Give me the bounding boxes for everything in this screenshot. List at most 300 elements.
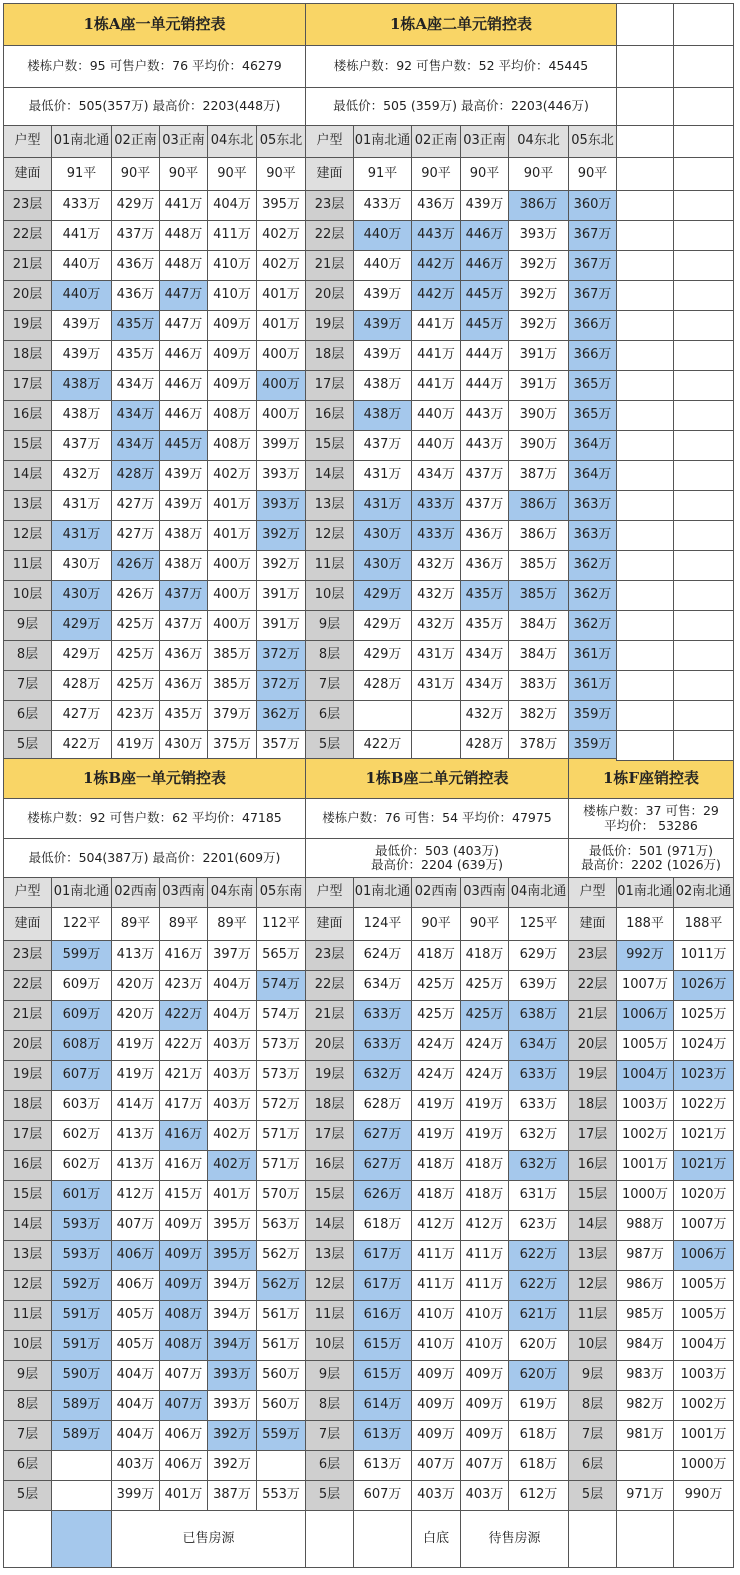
floor-label: 7层: [3, 1420, 52, 1451]
unit-cell: 427万: [111, 490, 160, 521]
unit-cell: 439万: [159, 490, 208, 521]
unit-cell: 392万: [508, 310, 569, 341]
unit-cell: 446万: [159, 340, 208, 371]
floor-label: 22层: [568, 970, 617, 1001]
floor-label: 6层: [568, 1450, 617, 1481]
row-label-type: 户型: [568, 877, 617, 908]
unit-cell: 434万: [460, 670, 509, 701]
floor-label: 14层: [305, 1210, 354, 1241]
unit-cell: [411, 700, 461, 731]
unit-cell: 447万: [159, 310, 208, 341]
unit-cell-sold: 363万: [568, 490, 617, 521]
floor-label: 6层: [305, 1450, 354, 1481]
unit-cell: 418万: [460, 1180, 509, 1211]
unit-cell-sold: 591万: [51, 1300, 112, 1331]
unit-cell: 571万: [256, 1120, 306, 1151]
empty-grid-cell: [616, 157, 674, 191]
floor-label: 13层: [305, 1240, 354, 1271]
unit-cell: [51, 1450, 112, 1481]
unit-cell: 429万: [111, 190, 160, 221]
unit-cell: 379万: [207, 700, 257, 731]
unit-cell-sold: 394万: [207, 1330, 257, 1361]
floor-label: 11层: [3, 550, 52, 581]
unit-type-header: 02正南: [411, 125, 461, 158]
unit-cell-sold: 431万: [51, 520, 112, 551]
empty-grid-cell: [673, 125, 734, 158]
floor-label: 11层: [568, 1300, 617, 1331]
floor-label: 12层: [568, 1270, 617, 1301]
unit-type-header: 03正南: [159, 125, 208, 158]
unit-cell: 387万: [508, 460, 569, 491]
unit-cell-sold: 592万: [51, 1270, 112, 1301]
empty-grid-cell: [673, 157, 734, 191]
unit-cell: 383万: [508, 670, 569, 701]
unit-cell-sold: 361万: [568, 640, 617, 671]
empty-grid-cell: [616, 610, 674, 641]
floor-label: 5层: [568, 1480, 617, 1511]
unit-area-header: 90平: [207, 157, 257, 191]
unit-cell: 410万: [207, 280, 257, 311]
unit-cell: 437万: [159, 610, 208, 641]
empty-grid-cell: [616, 490, 674, 521]
unit-cell: 410万: [460, 1330, 509, 1361]
table-info-stock: 楼栋户数：76 可售：54 平均价：47975: [305, 798, 569, 839]
empty-grid-cell: [673, 3, 734, 46]
unit-cell: 553万: [256, 1480, 306, 1511]
unit-cell: 439万: [460, 190, 509, 221]
unit-cell: 434万: [460, 640, 509, 671]
unit-area-header: 124平: [353, 907, 412, 941]
floor-label: 20层: [3, 280, 52, 311]
unit-cell: 620万: [508, 1330, 569, 1361]
unit-cell: 613万: [353, 1450, 412, 1481]
empty-grid-cell: [616, 550, 674, 581]
legend-cell: [305, 1510, 354, 1568]
unit-cell: 607万: [353, 1480, 412, 1511]
empty-grid-cell: [616, 280, 674, 311]
unit-cell-sold: 393万: [207, 1360, 257, 1391]
unit-cell-sold: 363万: [568, 520, 617, 551]
unit-type-header: 05东北: [256, 125, 306, 158]
unit-cell: 440万: [411, 400, 461, 431]
unit-cell: 1007万: [673, 1210, 734, 1241]
unit-cell: 411万: [460, 1270, 509, 1301]
unit-cell-sold: 431万: [353, 490, 412, 521]
unit-cell: 1000万: [673, 1450, 734, 1481]
unit-cell: 425万: [111, 640, 160, 671]
unit-cell: 411万: [207, 220, 257, 251]
unit-cell: 407万: [411, 1450, 461, 1481]
unit-cell: 983万: [616, 1360, 674, 1391]
floor-label: 13层: [568, 1240, 617, 1271]
empty-grid-cell: [616, 580, 674, 611]
floor-label: 6层: [3, 1450, 52, 1481]
unit-cell: 400万: [256, 340, 306, 371]
unit-cell: 444万: [460, 340, 509, 371]
unit-cell: 418万: [460, 1150, 509, 1181]
unit-cell: 357万: [256, 730, 306, 761]
unit-cell: [51, 1480, 112, 1511]
unit-cell-sold: 1026万: [673, 970, 734, 1001]
row-label-type: 户型: [3, 125, 52, 158]
unit-cell: 404万: [111, 1390, 160, 1421]
legend-cell: [3, 1510, 52, 1568]
empty-grid-cell: [616, 190, 674, 221]
unit-cell: 633万: [508, 1090, 569, 1121]
floor-label: 16层: [305, 1150, 354, 1181]
unit-cell: 440万: [411, 430, 461, 461]
floor-label: 12层: [305, 520, 354, 551]
floor-label: 5层: [305, 1480, 354, 1511]
unit-cell: 985万: [616, 1300, 674, 1331]
table-info-price-line-1: 最低价：501 (971万): [589, 842, 713, 858]
unit-cell: 433万: [51, 190, 112, 221]
unit-cell: 409万: [411, 1390, 461, 1421]
unit-cell: 448万: [159, 250, 208, 281]
unit-cell: 404万: [111, 1420, 160, 1451]
unit-cell-sold: 364万: [568, 430, 617, 461]
unit-cell: 424万: [411, 1030, 461, 1061]
unit-cell-sold: 440万: [353, 220, 412, 251]
unit-area-header: 89平: [159, 907, 208, 941]
legend-cell: [616, 1510, 674, 1568]
unit-cell-sold: 593万: [51, 1240, 112, 1271]
unit-cell: 416万: [159, 940, 208, 971]
unit-cell: 399万: [256, 430, 306, 461]
unit-cell-sold: 633万: [353, 1000, 412, 1031]
unit-cell: 436万: [159, 670, 208, 701]
unit-cell-sold: 409万: [159, 1240, 208, 1271]
unit-cell-sold: 392万: [256, 520, 306, 551]
unit-cell: 409万: [207, 340, 257, 371]
unit-cell: 412万: [111, 1180, 160, 1211]
unit-cell: 400万: [207, 610, 257, 641]
unit-cell: 439万: [353, 340, 412, 371]
floor-label: 17层: [568, 1120, 617, 1151]
floor-label: 14层: [3, 460, 52, 491]
unit-cell: 631万: [508, 1180, 569, 1211]
unit-cell: 402万: [207, 460, 257, 491]
floor-label: 18层: [3, 1090, 52, 1121]
unit-cell: 1005万: [673, 1270, 734, 1301]
unit-cell: [256, 1450, 306, 1481]
unit-cell: 393万: [256, 460, 306, 491]
floor-label: 13层: [305, 490, 354, 521]
floor-label: 15层: [305, 1180, 354, 1211]
unit-cell: 425万: [111, 670, 160, 701]
unit-cell-sold: 367万: [568, 280, 617, 311]
unit-cell-sold: 400万: [256, 370, 306, 401]
empty-grid-cell: [616, 87, 674, 126]
unit-cell: 409万: [207, 310, 257, 341]
unit-cell: 562万: [256, 1240, 306, 1271]
floor-label: 14层: [305, 460, 354, 491]
unit-area-header: 90平: [256, 157, 306, 191]
legend-cell: [568, 1510, 617, 1568]
unit-type-header: 02正南: [111, 125, 160, 158]
unit-cell: 413万: [111, 1120, 160, 1151]
unit-cell: 436万: [460, 550, 509, 581]
unit-cell-sold: 633万: [353, 1030, 412, 1061]
unit-cell-sold: 430万: [353, 520, 412, 551]
empty-grid-cell: [616, 430, 674, 461]
floor-label: 11层: [3, 1300, 52, 1331]
unit-area-header: 90平: [568, 157, 617, 191]
unit-cell: 431万: [51, 490, 112, 521]
unit-cell-sold: 439万: [353, 310, 412, 341]
unit-cell: 1022万: [673, 1090, 734, 1121]
floor-label: 20层: [305, 280, 354, 311]
unit-cell: 431万: [411, 640, 461, 671]
empty-grid-cell: [616, 3, 674, 46]
floor-label: 5层: [305, 730, 354, 761]
unit-cell: 395万: [207, 1210, 257, 1241]
unit-cell-sold: 362万: [568, 610, 617, 641]
unit-cell-sold: 433万: [411, 520, 461, 551]
empty-grid-cell: [673, 340, 734, 371]
unit-cell: 410万: [411, 1300, 461, 1331]
unit-cell: 1003万: [673, 1360, 734, 1391]
unit-cell: 418万: [411, 1150, 461, 1181]
unit-cell: 618万: [508, 1450, 569, 1481]
unit-cell: 639万: [508, 970, 569, 1001]
unit-area-header: 125平: [508, 907, 569, 941]
unit-cell: 437万: [460, 490, 509, 521]
unit-cell: 436万: [159, 640, 208, 671]
unit-cell: 403万: [411, 1480, 461, 1511]
unit-cell: 422万: [353, 730, 412, 761]
unit-cell: 623万: [508, 1210, 569, 1241]
unit-cell: 436万: [111, 280, 160, 311]
unit-cell-sold: 366万: [568, 340, 617, 371]
unit-cell: 434万: [411, 460, 461, 491]
floor-label: 9层: [3, 1360, 52, 1391]
floor-label: 12层: [3, 520, 52, 551]
unit-type-header: 01南北通: [616, 877, 674, 908]
unit-area-header: 90平: [508, 157, 569, 191]
unit-area-header: 89平: [111, 907, 160, 941]
unit-cell: 419万: [111, 730, 160, 761]
unit-cell: 401万: [207, 490, 257, 521]
unit-cell-sold: 422万: [159, 1000, 208, 1031]
unit-cell: 429万: [51, 640, 112, 671]
unit-cell: 419万: [411, 1120, 461, 1151]
floor-label: 13层: [3, 490, 52, 521]
unit-cell: 1004万: [673, 1330, 734, 1361]
unit-cell: 402万: [256, 220, 306, 251]
unit-cell: 403万: [460, 1480, 509, 1511]
unit-area-header: 89平: [207, 907, 257, 941]
unit-cell-sold: 386万: [508, 190, 569, 221]
unit-cell-sold: 367万: [568, 250, 617, 281]
unit-cell: 1001万: [616, 1150, 674, 1181]
unit-cell: 437万: [460, 460, 509, 491]
unit-cell: 414万: [111, 1090, 160, 1121]
unit-cell: 409万: [411, 1420, 461, 1451]
unit-cell: 385万: [508, 550, 569, 581]
unit-cell-sold: 589万: [51, 1390, 112, 1421]
unit-cell: 437万: [111, 220, 160, 251]
unit-cell-sold: 438万: [51, 370, 112, 401]
unit-cell-sold: 559万: [256, 1420, 306, 1451]
row-label-area: 建面: [568, 907, 617, 941]
unit-cell: 634万: [353, 970, 412, 1001]
floor-label: 21层: [3, 250, 52, 281]
empty-grid-cell: [616, 640, 674, 671]
unit-area-header: 122平: [51, 907, 112, 941]
unit-cell: 1021万: [673, 1120, 734, 1151]
unit-cell: 441万: [411, 340, 461, 371]
unit-cell: 428万: [51, 670, 112, 701]
unit-cell: 395万: [256, 190, 306, 221]
unit-cell-sold: 429万: [51, 610, 112, 641]
unit-cell: 618万: [353, 1210, 412, 1241]
unit-cell: 429万: [353, 610, 412, 641]
unit-cell: 401万: [256, 280, 306, 311]
floor-label: 9层: [3, 610, 52, 641]
unit-cell: 409万: [411, 1360, 461, 1391]
table-info-stock-line-1: 楼栋户数：37 可售：29: [583, 803, 719, 819]
empty-grid-cell: [673, 700, 734, 731]
empty-grid-cell: [673, 45, 734, 88]
empty-grid-cell: [673, 550, 734, 581]
table-info-price: 最低价：504(387万) 最高价：2201(609万): [3, 838, 306, 878]
unit-cell: 378万: [508, 730, 569, 761]
unit-cell: 439万: [51, 340, 112, 371]
unit-cell: 394万: [207, 1270, 257, 1301]
table-info-stock: [568, 798, 734, 839]
unit-cell: 632万: [508, 1120, 569, 1151]
unit-cell: 425万: [111, 610, 160, 641]
floor-label: 15层: [568, 1180, 617, 1211]
empty-grid-cell: [673, 580, 734, 611]
unit-cell-sold: 364万: [568, 460, 617, 491]
unit-cell: 439万: [353, 280, 412, 311]
unit-cell: 416万: [159, 1150, 208, 1181]
unit-type-header: 03西南: [460, 877, 509, 908]
empty-grid-cell: [673, 310, 734, 341]
unit-cell-sold: 1021万: [673, 1150, 734, 1181]
unit-cell: [411, 730, 461, 761]
unit-cell: 418万: [460, 940, 509, 971]
floor-label: 7层: [305, 670, 354, 701]
unit-cell-sold: 409万: [159, 1270, 208, 1301]
unit-cell: 1002万: [616, 1120, 674, 1151]
unit-cell-sold: 362万: [256, 700, 306, 731]
unit-cell: 618万: [508, 1420, 569, 1451]
unit-cell: 402万: [207, 1120, 257, 1151]
row-label-area: 建面: [305, 907, 354, 941]
unit-type-header: 03正南: [460, 125, 509, 158]
unit-cell-sold: 638万: [508, 1000, 569, 1031]
unit-area-header: 90平: [411, 907, 461, 941]
unit-cell: 384万: [508, 640, 569, 671]
unit-cell: 1024万: [673, 1030, 734, 1061]
unit-cell: 431万: [411, 670, 461, 701]
unit-cell: 446万: [159, 400, 208, 431]
unit-cell-sold: 402万: [207, 1150, 257, 1181]
unit-cell: 403万: [207, 1090, 257, 1121]
unit-cell-sold: 632万: [353, 1060, 412, 1091]
unit-cell: 619万: [508, 1390, 569, 1421]
unit-cell-sold: 615万: [353, 1330, 412, 1361]
floor-label: 10层: [3, 580, 52, 611]
unit-cell-sold: 385万: [508, 580, 569, 611]
unit-cell: 408万: [207, 430, 257, 461]
unit-cell-sold: 626万: [353, 1180, 412, 1211]
empty-grid-cell: [673, 190, 734, 221]
unit-cell-sold: 372万: [256, 670, 306, 701]
unit-cell: 401万: [256, 310, 306, 341]
unit-cell-sold: 614万: [353, 1390, 412, 1421]
unit-cell: 1005万: [616, 1030, 674, 1061]
floor-label: 17层: [3, 1120, 52, 1151]
unit-cell: 1001万: [673, 1420, 734, 1451]
unit-type-header: 04东北: [207, 125, 257, 158]
floor-label: 6层: [305, 700, 354, 731]
legend-sold-swatch: [51, 1510, 112, 1568]
unit-cell: 418万: [411, 940, 461, 971]
unit-cell-sold: 447万: [159, 280, 208, 311]
unit-type-header: 04东北: [508, 125, 569, 158]
unit-cell-sold: 590万: [51, 1360, 112, 1391]
unit-cell: 392万: [207, 1450, 257, 1481]
floor-label: 15层: [305, 430, 354, 461]
unit-cell-sold: 435万: [111, 310, 160, 341]
unit-cell: 560万: [256, 1390, 306, 1421]
unit-cell: 438万: [159, 550, 208, 581]
unit-cell: 987万: [616, 1240, 674, 1271]
empty-grid-cell: [616, 400, 674, 431]
unit-cell: 410万: [207, 250, 257, 281]
floor-label: 22层: [3, 220, 52, 251]
unit-type-header: 04东南: [207, 877, 257, 908]
unit-cell-sold: 617万: [353, 1240, 412, 1271]
unit-cell: 404万: [111, 1360, 160, 1391]
unit-cell: 418万: [411, 1180, 461, 1211]
floor-label: 10层: [3, 1330, 52, 1361]
unit-cell: 1020万: [673, 1180, 734, 1211]
unit-cell-sold: 359万: [568, 700, 617, 731]
unit-cell: 404万: [207, 1000, 257, 1031]
unit-cell: 423万: [111, 700, 160, 731]
unit-cell: 439万: [159, 460, 208, 491]
unit-cell: 424万: [411, 1060, 461, 1091]
floor-label: 19层: [305, 310, 354, 341]
unit-cell-sold: 1004万: [616, 1060, 674, 1091]
empty-grid-cell: [616, 340, 674, 371]
unit-cell: 411万: [411, 1240, 461, 1271]
unit-cell: 405万: [111, 1300, 160, 1331]
unit-cell-sold: 599万: [51, 940, 112, 971]
unit-cell-sold: 428万: [111, 460, 160, 491]
unit-cell-sold: 613万: [353, 1420, 412, 1451]
empty-grid-cell: [616, 220, 674, 251]
unit-cell: 443万: [460, 430, 509, 461]
unit-cell: 602万: [51, 1120, 112, 1151]
empty-grid-cell: [673, 250, 734, 281]
unit-cell: 400万: [207, 550, 257, 581]
floor-label: 19层: [305, 1060, 354, 1091]
unit-cell: 392万: [508, 250, 569, 281]
unit-cell: 405万: [111, 1330, 160, 1361]
unit-cell-sold: 366万: [568, 310, 617, 341]
floor-label: 22层: [3, 970, 52, 1001]
floor-label: 19层: [3, 1060, 52, 1091]
empty-grid-cell: [673, 610, 734, 641]
unit-cell: 1025万: [673, 1000, 734, 1031]
unit-cell: 1002万: [673, 1390, 734, 1421]
